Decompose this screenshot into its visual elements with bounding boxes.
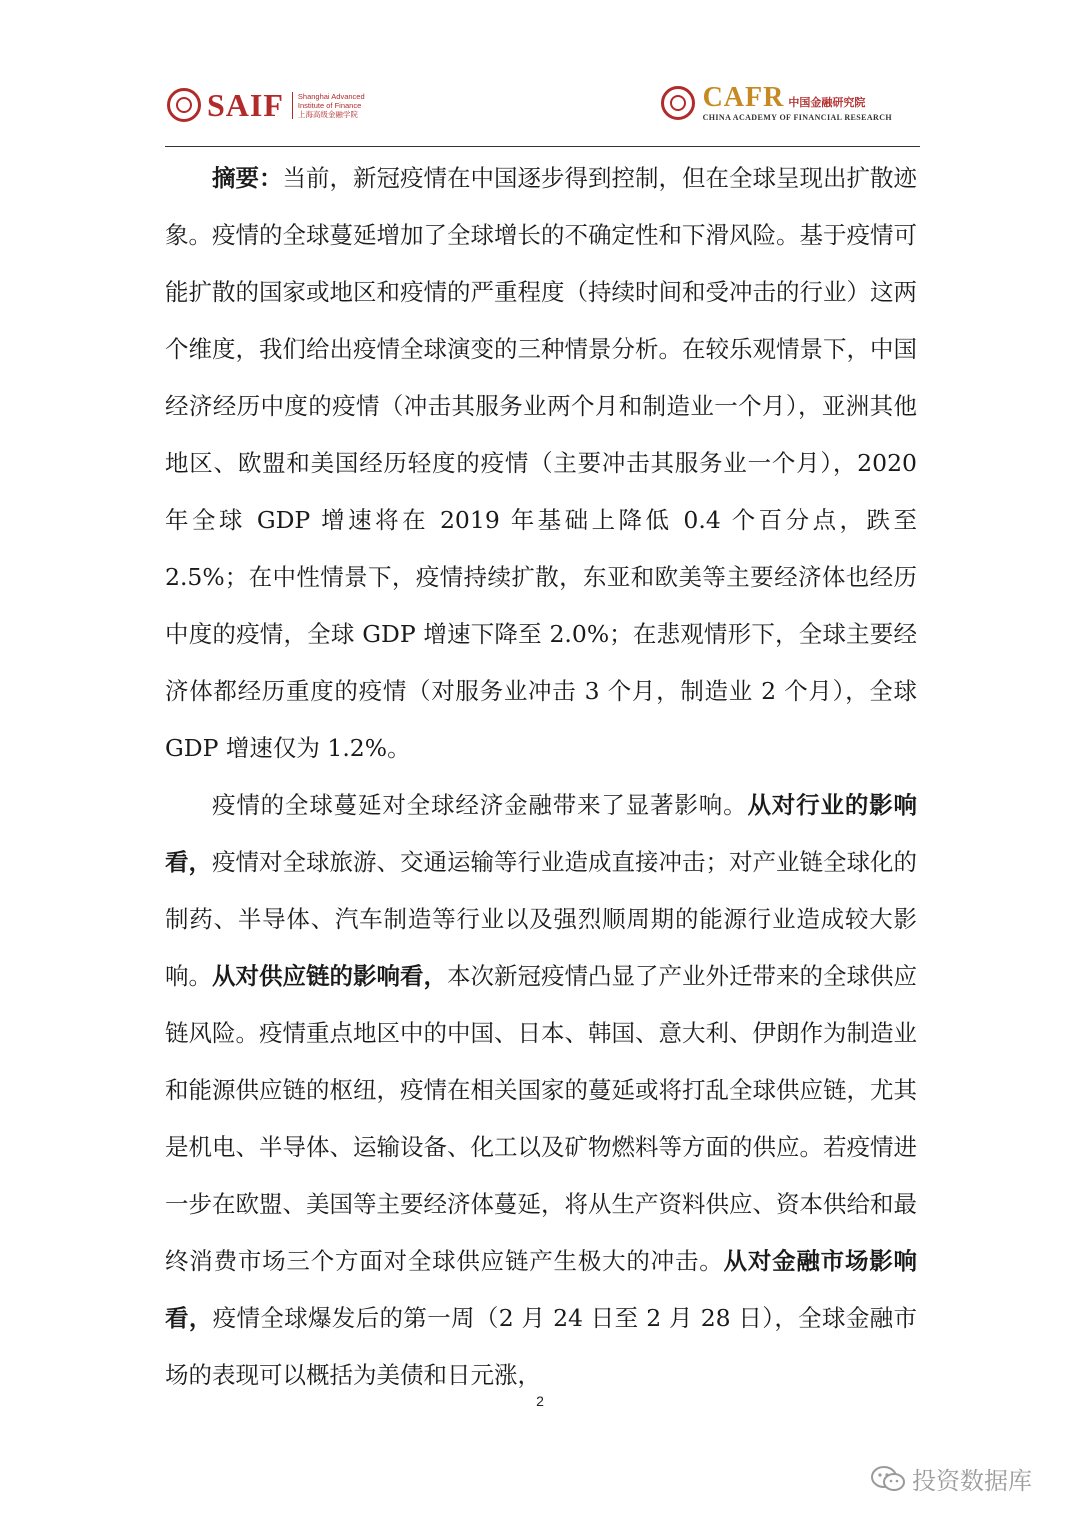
- page-number: 2: [536, 1393, 544, 1409]
- abstract-paragraph: [165, 150, 917, 777]
- impact-paragraph: [165, 777, 917, 1404]
- saif-logo-line: Institute of Finance: [297, 100, 362, 110]
- university-seal-icon: [661, 86, 695, 120]
- industry-text: 疫情对全球旅游、交通运输等行业造成直接冲击；对产业链全球化的制药、半导体、汽车制造等行业以及强烈顺周期的能源行业造成较大影响。: [165, 848, 917, 990]
- abstract-text: 当前，新冠疫情在中国逐步得到控制，但在全球呈现出扩散迹象。疫情的全球蔓延增加了全球增长的不确定性和下滑风险。基于疫情可能扩散的国家或地区和疫情的严重程度（持续时间和受冲击的行业）这两个维度，我们给出疫情全球演变的三种情景分析。在较乐观情景下，中国经济经历中度的疫情（冲击其服务业两个月和制造业一个月），亚洲其他地区、欧盟和美国经历轻度的疫情（主要冲击其服务业一个月），2020 年全球 GDP 增速将在 2019 年基础上降低 0.4 个百分点，跌至 2.5%；在中性情景下，疫情持续扩散，东亚和欧美等主要经济体也经历中度的疫情，全球 GDP 增速下降至 2.0%；在悲观情形下，全球主要经济体都经历重度的疫情（对服务业冲击 3 个月，制造业 2 个月），全球 GDP 增速仅为 1.2%。: [165, 164, 917, 762]
- saif-logo-line: 上海高级金融学院: [297, 109, 358, 119]
- saif-logo: [167, 80, 365, 130]
- watermark: [870, 1461, 1032, 1496]
- university-seal-icon: [167, 88, 201, 122]
- wechat-icon: [870, 1465, 906, 1493]
- cafr-logo-en: CHINA ACADEMY OF FINANCIAL RESEARCH: [702, 113, 892, 122]
- page-header: [165, 72, 920, 147]
- cafr-logo-mark: CAFR: [702, 82, 785, 113]
- watermark-text: 投资数据库: [912, 1467, 1032, 1495]
- supply-chain-text: 本次新冠疫情凸显了产业外迁带来的全球供应链风险。疫情重点地区中的中国、日本、韩国、意大利、伊朗作为制造业和能源供应链的枢纽，疫情在相关国家的蔓延或将打乱全球供应链，尤其是机电、半导体、运输设备、化工以及矿物燃料等方面的供应。若疫情进一步在欧盟、美国等主要经济体蔓延，将从生产资料供应、资本供给和最终消费市场三个方面对全球供应链产生极大的冲击。: [165, 962, 917, 1275]
- saif-logo-mark: SAIF: [207, 86, 284, 123]
- supply-chain-heading: 从对供应链的影响看，: [212, 962, 447, 990]
- industry-heading: 从对行业的影响看，: [165, 791, 918, 876]
- impact-intro: 疫情的全球蔓延对全球经济金融带来了显著影响。: [212, 791, 748, 819]
- document-body: [165, 150, 917, 1404]
- abstract-label: 摘要：: [212, 164, 283, 192]
- financial-market-heading: 从对金融市场影响看，: [165, 1247, 918, 1332]
- cafr-logo-cn: 中国金融研究院: [788, 96, 866, 109]
- financial-market-text: 疫情全球爆发后的第一周（2 月 24 日至 2 月 28 日），全球金融市场的表现可以概括为美债和日元涨，: [165, 1304, 917, 1389]
- saif-logo-text: [292, 92, 365, 119]
- saif-logo-line: Shanghai Advanced: [297, 91, 365, 101]
- cafr-logo: [661, 78, 892, 128]
